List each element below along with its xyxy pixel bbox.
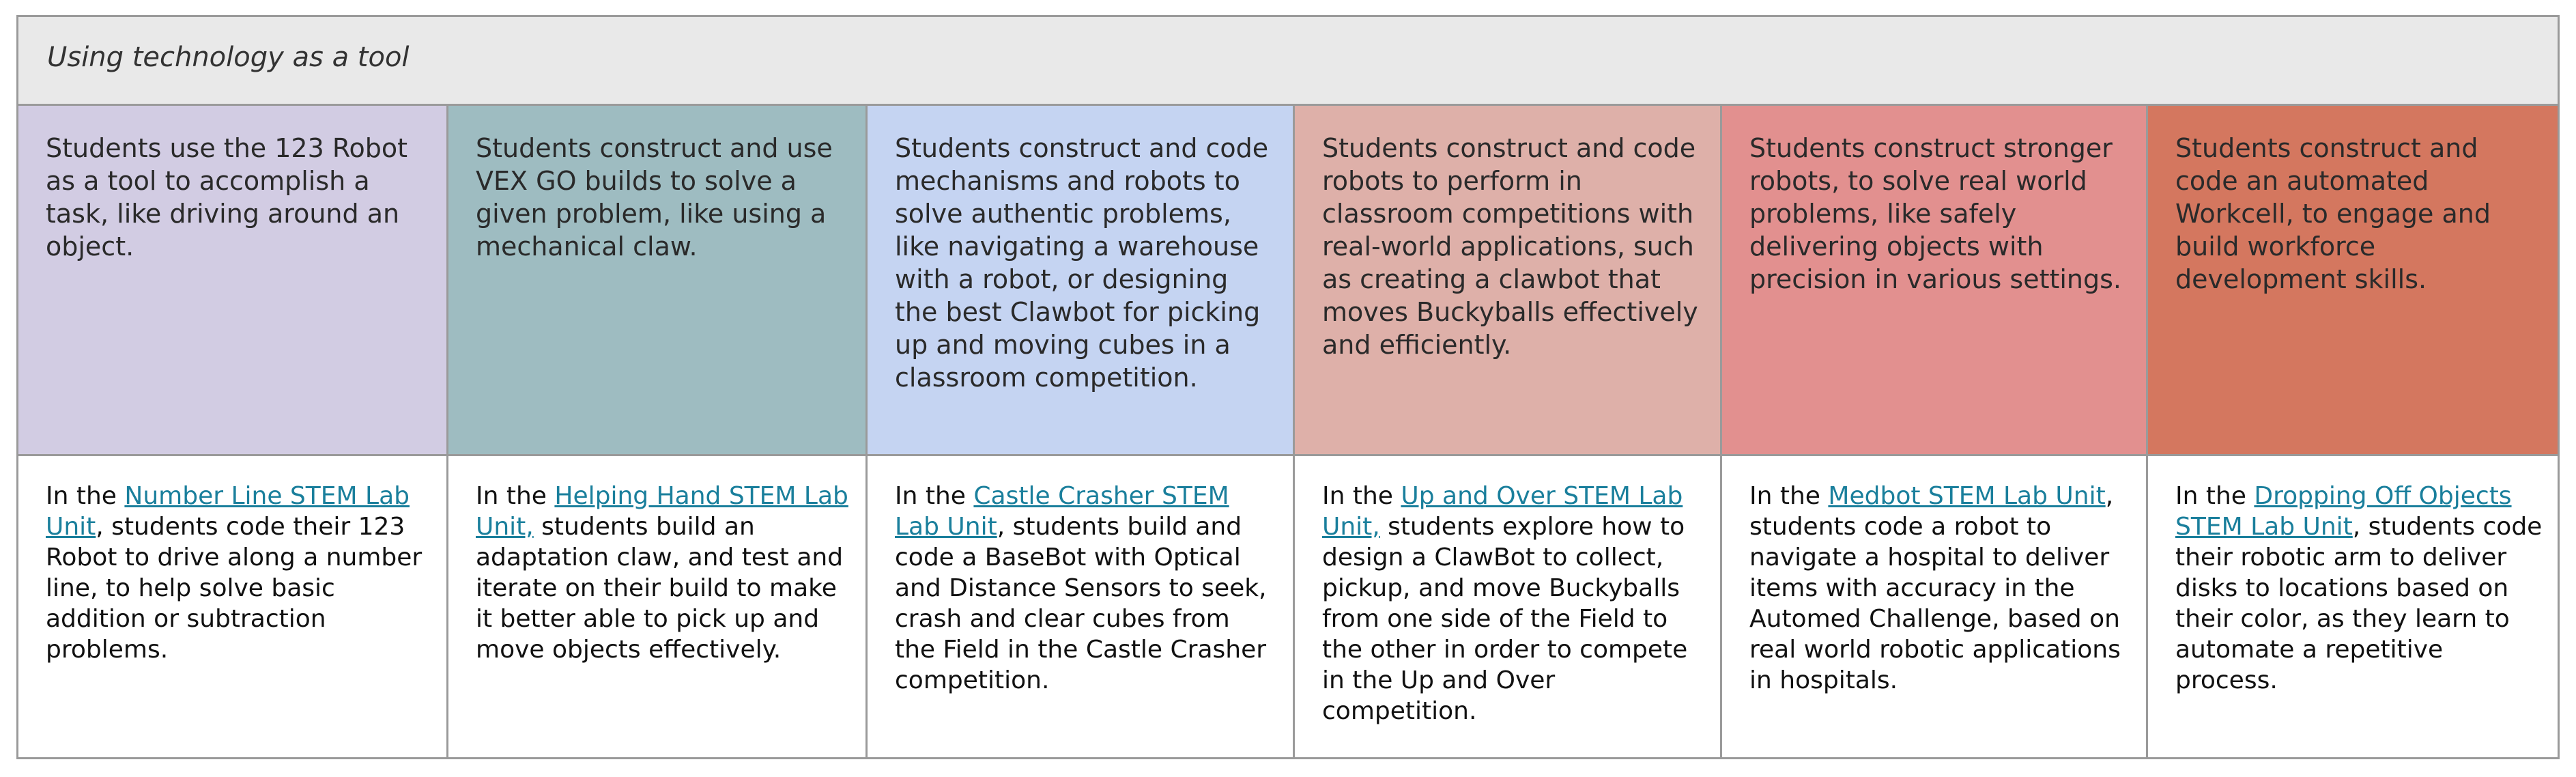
description-cell-6 <box>2148 106 2558 456</box>
unit-body: students build an adaptation claw, and test and iterate on their build to make it better able to pick up and move objects effectively. <box>476 513 844 664</box>
unit-cell-5 <box>1722 456 2148 757</box>
unit-body: , students code their 123 Robot to drive along a number line, to help solve basic addition or subtraction problems. <box>46 513 423 664</box>
number-line-unit-link[interactable]: Number Line STEM Lab Unit <box>46 482 410 541</box>
unit-text <box>1322 481 1705 726</box>
unit-text <box>46 481 431 665</box>
description-cell-5 <box>1722 106 2148 456</box>
description-text: Students construct and code robots to perform in classroom competitions with real-world applications, such as creating a clawbot that moves Buckyballs effectively and efficiently. <box>1322 133 1698 360</box>
header-title: Using technology as a tool <box>47 42 410 73</box>
unit-prefix: In the <box>46 482 125 510</box>
progression-table <box>16 15 2560 759</box>
description-cell-3 <box>868 106 1295 456</box>
description-text: Students construct stronger robots, to solve real world problems, like safely delivering objects with precision in various settings. <box>1749 133 2122 294</box>
unit-cell-3 <box>868 456 1295 757</box>
description-cell-4 <box>1295 106 1722 456</box>
unit-cell-2 <box>448 456 868 757</box>
table-header <box>18 17 2558 106</box>
unit-text <box>2175 481 2543 696</box>
unit-prefix: In the <box>1749 482 1829 510</box>
unit-prefix: In the <box>476 482 555 510</box>
unit-cell-1 <box>18 456 448 757</box>
dropping-off-objects-unit-link[interactable]: Dropping Off Objects STEM Lab Unit <box>2175 482 2512 541</box>
medbot-unit-link[interactable]: Medbot STEM Lab Unit <box>1828 482 2106 510</box>
unit-text <box>895 481 1278 696</box>
description-cell-2 <box>448 106 868 456</box>
unit-text <box>1749 481 2131 696</box>
description-text: Students construct and use VEX GO builds to solve a given problem, like using a mechanical claw. <box>476 133 833 262</box>
unit-row <box>18 456 2558 757</box>
unit-cell-4 <box>1295 456 1722 757</box>
unit-text <box>476 481 850 665</box>
unit-prefix: In the <box>1322 482 1401 510</box>
unit-body: , students code their robotic arm to deliver disks to locations based on their color, as they learn to automate a repetitive process. <box>2175 513 2543 694</box>
description-row <box>18 106 2558 456</box>
unit-prefix: In the <box>2175 482 2255 510</box>
unit-body: , students code a robot to navigate a hospital to deliver items with accuracy in the Automed Challenge, based on real world robotic applications in hospitals. <box>1749 482 2121 694</box>
castle-crasher-unit-link[interactable]: Castle Crasher STEM Lab Unit <box>895 482 1229 541</box>
helping-hand-unit-link[interactable]: Helping Hand STEM Lab Unit, <box>476 482 848 541</box>
unit-body: students explore how to design a ClawBot to collect, pickup, and move Buckyballs from one side of the Field to the other in order to compete in the Up and Over competition. <box>1322 513 1688 725</box>
unit-body: , students build and code a BaseBot with Optical and Distance Sensors to seek, crash and clear cubes from the Field in the Castle Crasher competition. <box>895 513 1267 694</box>
description-text: Students use the 123 Robot as a tool to accomplish a task, like driving around an object. <box>46 133 408 262</box>
description-text: Students construct and code an automated Workcell, to engage and build workforce development skills. <box>2175 133 2491 294</box>
description-cell-1 <box>18 106 448 456</box>
up-and-over-unit-link[interactable]: Up and Over STEM Lab Unit, <box>1322 482 1683 541</box>
unit-prefix: In the <box>895 482 974 510</box>
unit-cell-6 <box>2148 456 2558 757</box>
description-text: Students construct and code mechanisms and robots to solve authentic problems, like navigating a warehouse with a robot, or designing the best Clawbot for picking up and moving cubes in a classroom competition. <box>895 133 1269 393</box>
